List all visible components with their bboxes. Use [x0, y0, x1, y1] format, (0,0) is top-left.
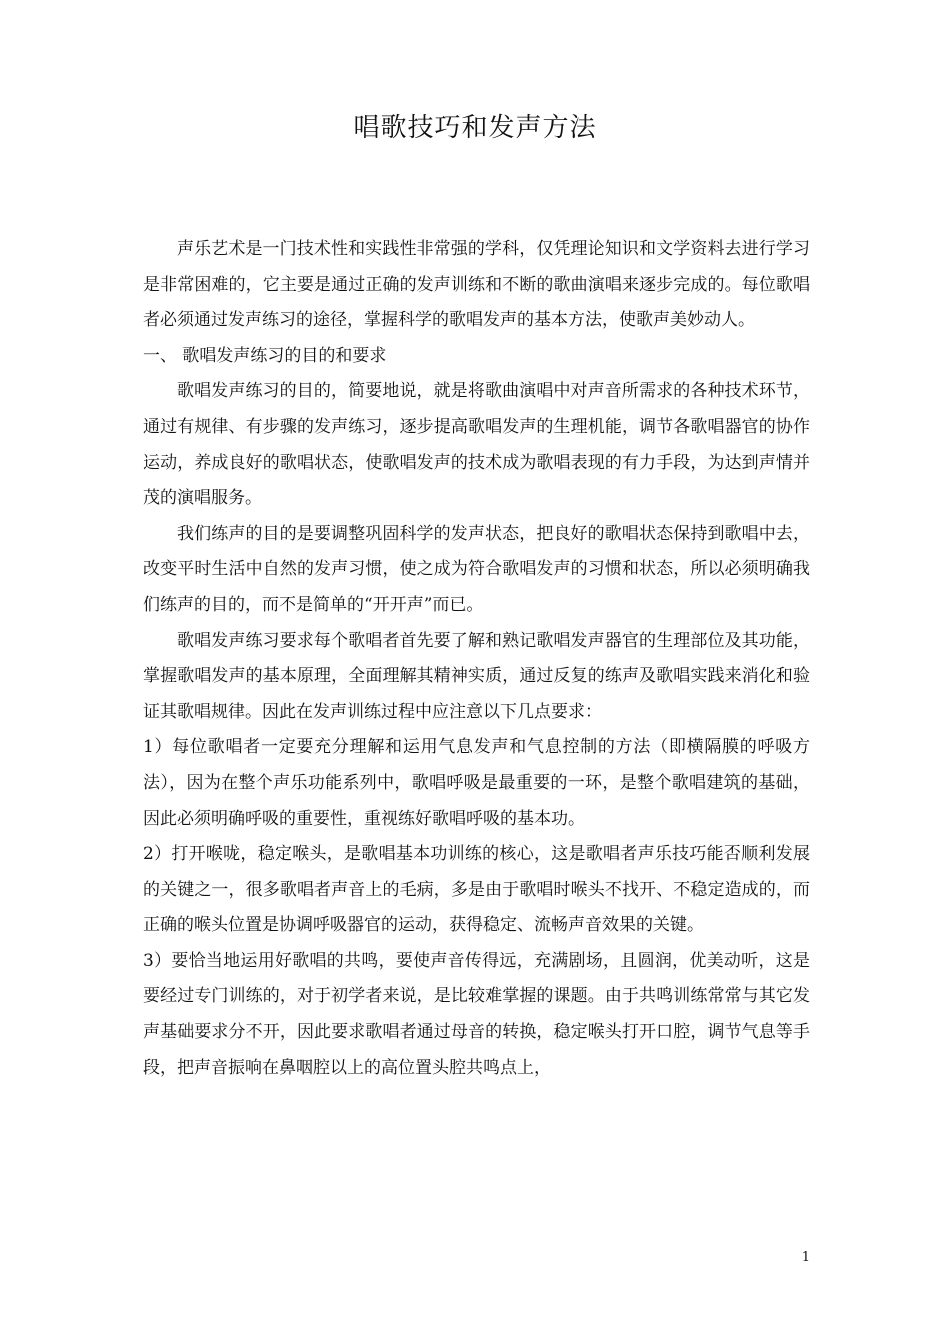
document-body	[143, 232, 810, 1086]
paragraph-intro: 声乐艺术是一门技术性和实践性非常强的学科，仅凭理论知识和文学资料去进行学习是非常困难的，它主要是通过正确的发声训练和不断的歌曲演唱来逐步完成的。每位歌唱者必须通过发声练习的途径，掌握科学的歌唱发声的基本方法，使歌声美妙动人。	[143, 239, 810, 331]
paragraph-goal: 我们练声的目的是要调整巩固科学的发声状态，把良好的歌唱状态保持到歌唱中去，改变平时生活中自然的发声习惯，使之成为符合歌唱发声的习惯和状态，所以必须明确我们练声的目的，而不是简单的“开开声”而已。	[143, 523, 810, 615]
list-item-1: 1）每位歌唱者一定要充分理解和运用气息发声和气息控制的方法（即横隔膜的呼吸方法），因为在整个声乐功能系列中，歌唱呼吸是最重要的一环，是整个歌唱建筑的基础，因此必须明确呼吸的重要性，重视练好歌唱呼吸的基本功。	[143, 737, 810, 829]
paragraph-requirements: 歌唱发声练习要求每个歌唱者首先要了解和熟记歌唱发声器官的生理部位及其功能，掌握歌唱发声的基本原理，全面理解其精神实质，通过反复的练声及歌唱实践来消化和验证其歌唱规律。因此在发声训练过程中应注意以下几点要求：	[143, 630, 810, 722]
section-heading-1: 一、 歌唱发声练习的目的和要求	[143, 345, 387, 366]
paragraph-purpose: 歌唱发声练习的目的，简要地说，就是将歌曲演唱中对声音所需求的各种技术环节，通过有规律、有步骤的发声练习，逐步提高歌唱发声的生理机能，调节各歌唱器官的协作运动，养成良好的歌唱状态，使歌唱发声的技术成为歌唱表现的有力手段，为达到声情并茂的演唱服务。	[143, 381, 810, 509]
list-item-2: 2）打开喉咙，稳定喉头，是歌唱基本功训练的核心，这是歌唱者声乐技巧能否顺利发展的关键之一，很多歌唱者声音上的毛病，多是由于歌唱时喉头不找开、不稳定造成的，而正确的喉头位置是协调呼吸器官的运动，获得稳定、流畅声音效果的关键。	[143, 844, 810, 936]
list-item-3: 3）要恰当地运用好歌唱的共鸣，要使声音传得远，充满剧场，且圆润，优美动听，这是要经过专门训练的，对于初学者来说，是比较难掌握的课题。由于共鸣训练常常与其它发声基础要求分不开，因此要求歌唱者通过母音的转换，稳定喉头打开口腔，调节气息等手段，把声音振响在鼻咽腔以上的高位置头腔共鸣点上，	[143, 950, 810, 1078]
page-number: 1	[801, 1250, 810, 1265]
document-title: 唱歌技巧和发声方法	[353, 113, 597, 143]
